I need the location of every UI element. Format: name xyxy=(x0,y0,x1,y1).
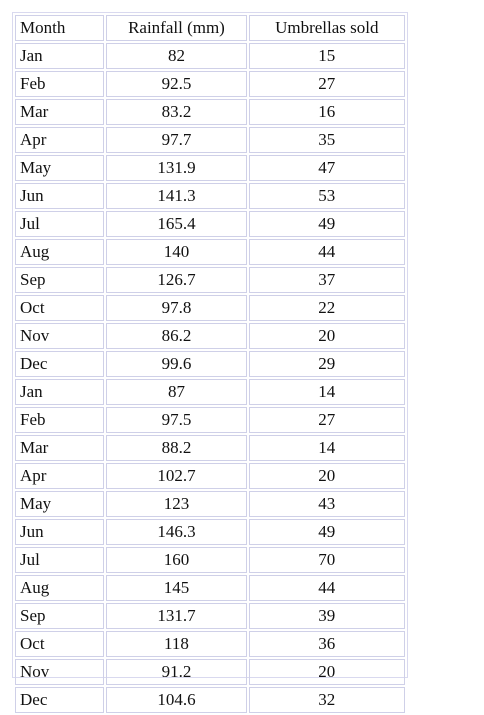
cell-month: Dec xyxy=(15,687,104,713)
cell-umbrellas: 14 xyxy=(249,379,405,405)
table-row xyxy=(15,43,405,69)
table-row xyxy=(15,547,405,573)
table-row xyxy=(15,379,405,405)
cell-rainfall: 82 xyxy=(106,43,246,69)
cell-umbrellas: 37 xyxy=(249,267,405,293)
table-row xyxy=(15,239,405,265)
cell-rainfall: 146.3 xyxy=(106,519,246,545)
cell-rainfall: 104.6 xyxy=(106,687,246,713)
table-row xyxy=(15,631,405,657)
header-row xyxy=(15,15,405,41)
cell-umbrellas: 20 xyxy=(249,659,405,685)
table-row xyxy=(15,407,405,433)
cell-month: May xyxy=(15,155,104,181)
cell-umbrellas: 43 xyxy=(249,491,405,517)
cell-month: Oct xyxy=(15,631,104,657)
cell-umbrellas: 29 xyxy=(249,351,405,377)
cell-rainfall: 145 xyxy=(106,575,246,601)
cell-umbrellas: 27 xyxy=(249,71,405,97)
cell-rainfall: 131.9 xyxy=(106,155,246,181)
table-body xyxy=(15,43,405,713)
table-row xyxy=(15,659,405,685)
cell-month: Feb xyxy=(15,71,104,97)
cell-rainfall: 86.2 xyxy=(106,323,246,349)
rainfall-umbrella-table-container xyxy=(12,12,408,709)
cell-umbrellas: 49 xyxy=(249,211,405,237)
cell-month: Jan xyxy=(15,379,104,405)
cell-rainfall: 123 xyxy=(106,491,246,517)
table-row xyxy=(15,323,405,349)
cell-umbrellas: 70 xyxy=(249,547,405,573)
cell-month: Jun xyxy=(15,183,104,209)
table-row xyxy=(15,463,405,489)
cell-month: Nov xyxy=(15,659,104,685)
cell-month: Apr xyxy=(15,127,104,153)
cell-rainfall: 126.7 xyxy=(106,267,246,293)
cell-month: Apr xyxy=(15,463,104,489)
cell-month: Sep xyxy=(15,267,104,293)
cell-umbrellas: 44 xyxy=(249,239,405,265)
table-row xyxy=(15,267,405,293)
cell-rainfall: 99.6 xyxy=(106,351,246,377)
cell-month: Nov xyxy=(15,323,104,349)
cell-umbrellas: 20 xyxy=(249,323,405,349)
cell-month: Jan xyxy=(15,43,104,69)
cell-month: Jun xyxy=(15,519,104,545)
cell-month: Sep xyxy=(15,603,104,629)
cell-month: Jul xyxy=(15,211,104,237)
table-row xyxy=(15,351,405,377)
cell-umbrellas: 14 xyxy=(249,435,405,461)
cell-umbrellas: 53 xyxy=(249,183,405,209)
table-row xyxy=(15,575,405,601)
cell-umbrellas: 47 xyxy=(249,155,405,181)
cell-month: May xyxy=(15,491,104,517)
cell-rainfall: 141.3 xyxy=(106,183,246,209)
table-row xyxy=(15,71,405,97)
cell-month: Aug xyxy=(15,239,104,265)
column-header-umbrellas: Umbrellas sold xyxy=(249,15,405,41)
cell-month: Oct xyxy=(15,295,104,321)
cell-month: Dec xyxy=(15,351,104,377)
cell-month: Feb xyxy=(15,407,104,433)
cell-month: Aug xyxy=(15,575,104,601)
table-row xyxy=(15,183,405,209)
cell-month: Mar xyxy=(15,99,104,125)
cell-rainfall: 118 xyxy=(106,631,246,657)
cell-umbrellas: 44 xyxy=(249,575,405,601)
cell-umbrellas: 49 xyxy=(249,519,405,545)
cell-umbrellas: 35 xyxy=(249,127,405,153)
cell-rainfall: 92.5 xyxy=(106,71,246,97)
cell-rainfall: 91.2 xyxy=(106,659,246,685)
cell-rainfall: 131.7 xyxy=(106,603,246,629)
cell-rainfall: 83.2 xyxy=(106,99,246,125)
table-row xyxy=(15,519,405,545)
cell-month: Jul xyxy=(15,547,104,573)
cell-umbrellas: 39 xyxy=(249,603,405,629)
table-header xyxy=(15,15,405,41)
cell-rainfall: 160 xyxy=(106,547,246,573)
cell-rainfall: 87 xyxy=(106,379,246,405)
table-row xyxy=(15,99,405,125)
cell-umbrellas: 20 xyxy=(249,463,405,489)
table-row xyxy=(15,603,405,629)
cell-rainfall: 102.7 xyxy=(106,463,246,489)
cell-umbrellas: 22 xyxy=(249,295,405,321)
table-row xyxy=(15,127,405,153)
cell-umbrellas: 36 xyxy=(249,631,405,657)
cell-umbrellas: 32 xyxy=(249,687,405,713)
column-header-month: Month xyxy=(15,15,104,41)
table-row xyxy=(15,295,405,321)
table-row xyxy=(15,491,405,517)
table-row xyxy=(15,155,405,181)
cell-umbrellas: 15 xyxy=(249,43,405,69)
column-header-rainfall: Rainfall (mm) xyxy=(106,15,246,41)
cell-rainfall: 97.5 xyxy=(106,407,246,433)
cell-umbrellas: 27 xyxy=(249,407,405,433)
table-row xyxy=(15,211,405,237)
table-row xyxy=(15,435,405,461)
table-row xyxy=(15,687,405,713)
cell-rainfall: 97.7 xyxy=(106,127,246,153)
cell-rainfall: 165.4 xyxy=(106,211,246,237)
cell-rainfall: 97.8 xyxy=(106,295,246,321)
cell-rainfall: 140 xyxy=(106,239,246,265)
cell-rainfall: 88.2 xyxy=(106,435,246,461)
rainfall-umbrella-table xyxy=(13,13,407,715)
cell-month: Mar xyxy=(15,435,104,461)
cell-umbrellas: 16 xyxy=(249,99,405,125)
